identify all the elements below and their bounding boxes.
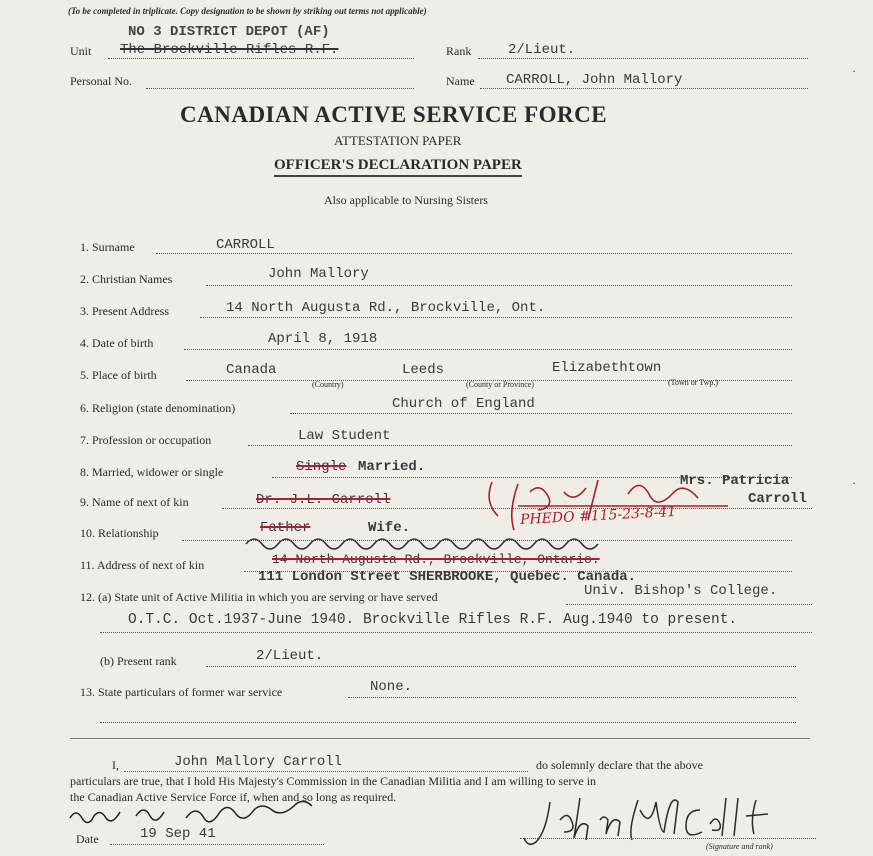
next-of-kin-label: 9. Name of next of kin bbox=[80, 495, 189, 509]
signature-caption: (Signature and rank) bbox=[706, 842, 773, 851]
declaration-subtitle: OFFICER'S DECLARATION PAPER bbox=[274, 157, 522, 177]
religion-label: 6. Religion (state denomination) bbox=[80, 401, 236, 415]
rank-line bbox=[478, 58, 808, 59]
present-rank-label: (b) Present rank bbox=[100, 654, 177, 668]
declaration-text-1: do solemnly declare that the above bbox=[536, 758, 703, 772]
relationship-struck: Father bbox=[260, 520, 311, 536]
name-line bbox=[480, 88, 808, 89]
war-service-line bbox=[348, 697, 796, 698]
next-of-kin-value-line2: Carroll bbox=[748, 491, 807, 507]
militia-unit-label: 12. (a) State unit of Active Militia in which you are serving or have served bbox=[80, 590, 438, 604]
next-of-kin-value-line1: Mrs. Patricia bbox=[680, 473, 790, 489]
occupation-value: Law Student bbox=[298, 428, 391, 444]
depot-stamp: NO 3 DISTRICT DEPOT (AF) bbox=[128, 24, 330, 40]
surname-line bbox=[156, 253, 792, 254]
main-title: CANADIAN ACTIVE SERVICE FORCE bbox=[180, 102, 608, 127]
nursing-sisters-note: Also applicable to Nursing Sisters bbox=[324, 193, 488, 207]
relationship-value: Wife. bbox=[368, 520, 411, 536]
declaration-text-2: particulars are true, that I hold His Majesty's Commission in the Canadian Militia and I am willing to serve in bbox=[70, 774, 597, 788]
unit-label: Unit bbox=[70, 44, 92, 58]
war-service-line2 bbox=[100, 722, 796, 723]
town-caption: (Town or Twp.) bbox=[668, 378, 719, 387]
present-address-line bbox=[200, 317, 792, 318]
occupation-line bbox=[248, 445, 792, 446]
occupation-label: 7. Profession or occupation bbox=[80, 433, 212, 447]
militia-unit-line bbox=[566, 604, 812, 605]
relationship-label: 10. Relationship bbox=[80, 526, 159, 540]
religion-value: Church of England bbox=[392, 396, 535, 412]
officer-signature bbox=[520, 790, 820, 850]
declaration-name: John Mallory Carroll bbox=[174, 754, 343, 770]
marital-status-label: 8. Married, widower or single bbox=[80, 465, 224, 479]
personal-no-line bbox=[146, 88, 414, 89]
date-label: Date bbox=[76, 832, 99, 846]
red-annotation: PHEDO #115-23-8-41 bbox=[519, 503, 677, 529]
date-of-birth-line bbox=[184, 349, 792, 350]
christian-names-value: John Mallory bbox=[268, 266, 369, 282]
date-of-birth-value: April 8, 1918 bbox=[268, 331, 378, 347]
present-rank-value: 2/Lieut. bbox=[256, 648, 324, 664]
witness-handwriting bbox=[66, 800, 366, 830]
margin-dot: · bbox=[852, 64, 856, 78]
attestation-subtitle: ATTESTATION PAPER bbox=[334, 133, 462, 148]
signature-line bbox=[520, 838, 816, 839]
marital-status-struck: Single bbox=[296, 459, 347, 475]
declaration-i-label: I, bbox=[112, 758, 119, 772]
place-of-birth-label: 5. Place of birth bbox=[80, 368, 157, 382]
country-caption: (Country) bbox=[312, 380, 344, 389]
militia-unit-value2: O.T.C. Oct.1937-June 1940. Brockville Rifles R.F. Aug.1940 to present. bbox=[128, 612, 738, 628]
religion-line bbox=[290, 413, 792, 414]
war-service-label: 13. State particulars of former war service bbox=[80, 685, 283, 699]
section-divider bbox=[70, 738, 810, 739]
margin-dot-2: · bbox=[852, 476, 856, 490]
name-value: CARROLL, John Mallory bbox=[506, 72, 683, 88]
present-address-value: 14 North Augusta Rd., Brockville, Ont. bbox=[226, 300, 546, 316]
name-label: Name bbox=[446, 74, 475, 88]
next-of-kin-address-label: 11. Address of next of kin bbox=[80, 558, 205, 572]
rank-label: Rank bbox=[446, 44, 472, 58]
next-of-kin-address-value: 111 London Street SHERBROOKE, Quebec. Canada. bbox=[258, 569, 637, 585]
next-of-kin-address-struck: 14 North Augusta Rd., Brockville, Ontario. bbox=[272, 552, 600, 567]
marital-status-value: Married. bbox=[358, 459, 426, 475]
date-line bbox=[110, 844, 324, 845]
rank-value: 2/Lieut. bbox=[508, 42, 576, 58]
next-of-kin-struck: Dr. J.L. Carroll bbox=[256, 492, 391, 508]
unit-line bbox=[108, 58, 414, 59]
militia-unit-value1: Univ. Bishop's College. bbox=[584, 583, 778, 599]
birth-county: Leeds bbox=[402, 362, 445, 378]
instructions: (To be completed in triplicate. Copy designation to be shown by striking out terms not applicable) bbox=[68, 6, 427, 16]
christian-names-label: 2. Christian Names bbox=[80, 272, 173, 286]
personal-no-label: Personal No. bbox=[70, 74, 132, 88]
birth-town: Elizabethtown bbox=[552, 360, 662, 376]
date-of-birth-label: 4. Date of birth bbox=[80, 336, 154, 350]
surname-value: CARROLL bbox=[216, 237, 275, 253]
present-rank-line bbox=[206, 666, 796, 667]
county-caption: (County or Province) bbox=[466, 380, 534, 389]
declaration-text-3: the Canadian Active Service Force if, when and so long as required. bbox=[70, 790, 397, 804]
christian-names-line bbox=[206, 285, 792, 286]
unit-value: The Brockville Rifles R.F. bbox=[120, 42, 339, 58]
date-value: 19 Sep 41 bbox=[140, 826, 216, 842]
birth-country: Canada bbox=[226, 362, 277, 378]
strikeout-scribble bbox=[244, 534, 624, 552]
declaration-name-line bbox=[124, 771, 528, 772]
militia-unit-line2 bbox=[100, 632, 812, 633]
present-address-label: 3. Present Address bbox=[80, 304, 169, 318]
surname-label: 1. Surname bbox=[80, 240, 135, 254]
war-service-value: None. bbox=[370, 679, 413, 695]
